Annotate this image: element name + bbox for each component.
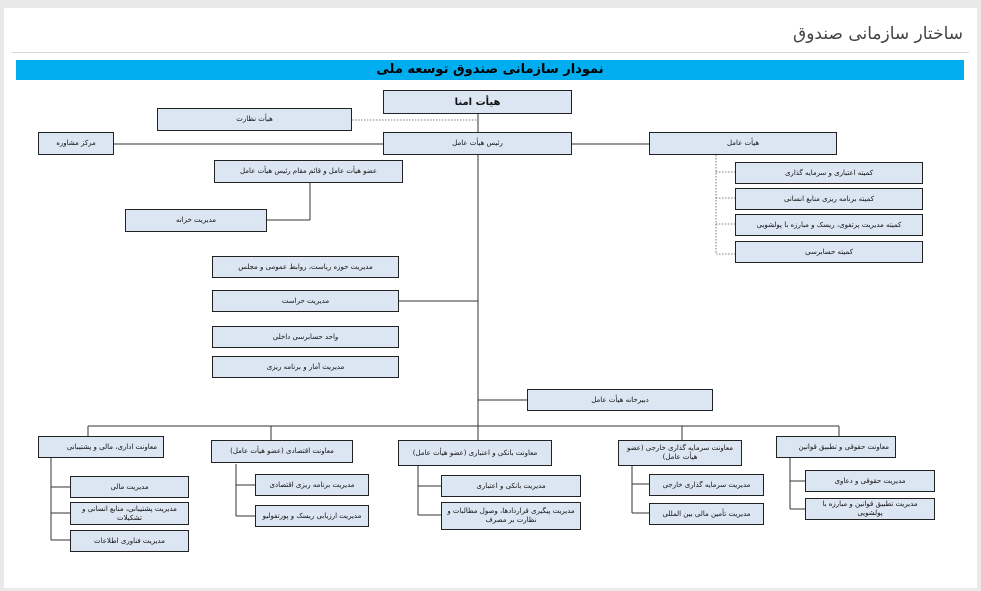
committee-audit-box: کمیته حسابرسی — [735, 241, 923, 263]
admin-finance-box: مدیریت مالی — [70, 476, 189, 498]
admin-it-box: مدیریت فناوری اطلاعات — [70, 530, 189, 552]
internal-audit-box: واحد حسابرسی داخلی — [212, 326, 399, 348]
board-of-trustees-box: هیأت امنا — [383, 90, 572, 114]
ceo-box: رئیس هیأت عامل — [383, 132, 572, 155]
treasury-box: مدیریت خزانه — [125, 209, 267, 232]
committee-hr-box: کمیته برنامه ریزی منابع انسانی — [735, 188, 923, 210]
deputy-banking-box: معاونت بانکی و اعتباری (عضو هیأت عامل) — [398, 440, 552, 466]
org-chart-page — [4, 8, 977, 588]
executive-board-box: هیأت عامل — [649, 132, 837, 155]
committee-risk-box: کمیته مدیریت پرتفوی، ریسک و مبارزه با پولشویی — [735, 214, 923, 236]
advisory-center-box: مرکز مشاوره — [38, 132, 114, 155]
committee-credit-box: کمیته اعتباری و سرمایه گذاری — [735, 162, 923, 184]
legal-claims-box: مدیریت حقوقی و دعاوی — [805, 470, 935, 492]
deputy-member-box: عضو هیأت عامل و قائم مقام رئیس هیأت عامل — [214, 160, 403, 183]
deputy-legal-box: معاونت حقوقی و تطبیق قوانین — [776, 436, 896, 458]
bank-contracts-box: مدیریت پیگیری قراردادها، وصول مطالبات و نظارت بر مصرف — [441, 502, 581, 530]
secretariat-box: دبیرخانه هیأت عامل — [527, 389, 713, 411]
supervisory-board-box: هیأت نظارت — [157, 108, 352, 131]
admin-support-box: مدیریت پشتیبانی، منابع انسانی و تشکیلات — [70, 502, 189, 525]
bank-credit-box: مدیریت بانکی و اعتباری — [441, 475, 581, 497]
security-box: مدیریت حراست — [212, 290, 399, 312]
presidency-pr-box: مدیریت حوزه ریاست، روابط عمومی و مجلس — [212, 256, 399, 278]
econ-planning-box: مدیریت برنامه ریزی اقتصادی — [255, 474, 369, 496]
page-title: ساختار سازمانی صندوق — [793, 24, 963, 44]
invest-intl-box: مدیریت تأمین مالی بین المللی — [649, 503, 764, 525]
statistics-planning-box: مدیریت آمار و برنامه ریزی — [212, 356, 399, 378]
legal-compliance-box: مدیریت تطبیق قوانین و مبارزه با پولشویی — [805, 498, 935, 520]
chart-banner: نمودار سازمانی صندوق توسعه ملی — [16, 60, 964, 80]
invest-foreign-box: مدیریت سرمایه گذاری خارجی — [649, 474, 764, 496]
deputy-investment-box: معاونت سرمایه گذاری خارجی (عضو هیأت عامل) — [618, 440, 742, 466]
econ-risk-box: مدیریت ارزیابی ریسک و پورتفولیو — [255, 505, 369, 527]
deputy-admin-box: معاونت اداری، مالی و پشتیبانی — [38, 436, 164, 458]
deputy-economic-box: معاونت اقتصادی (عضو هیأت عامل) — [211, 440, 353, 463]
